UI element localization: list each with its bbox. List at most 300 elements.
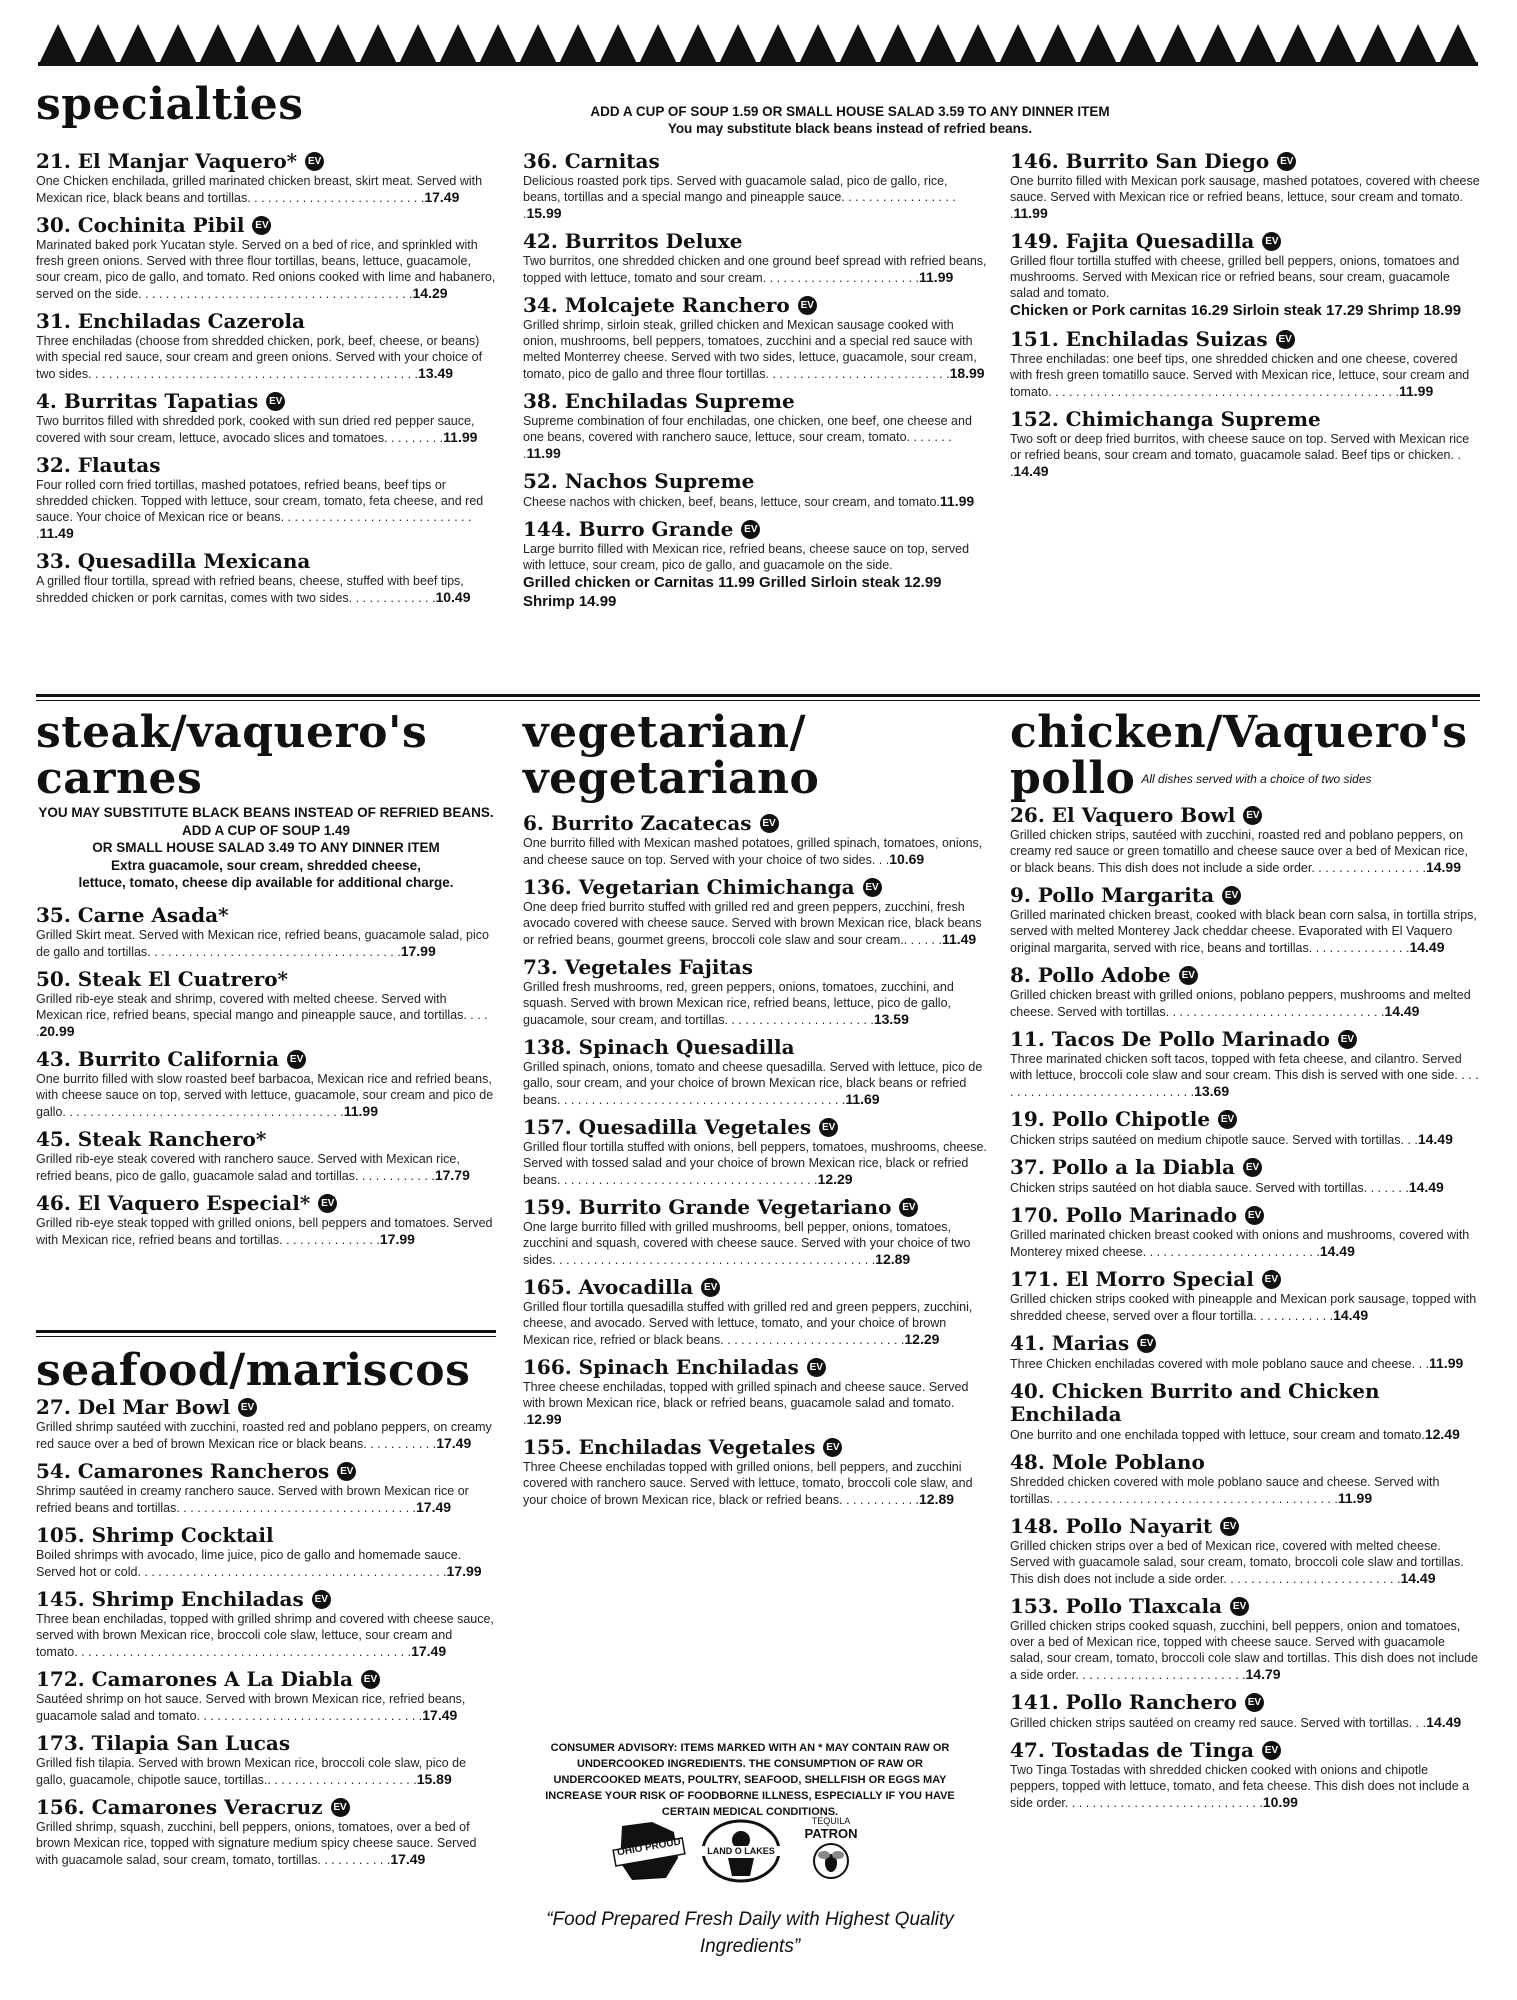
menu-item-price: 17.99	[446, 1563, 482, 1579]
menu-item	[36, 968, 496, 1040]
border-triangle	[78, 24, 118, 66]
banner-line-1: ADD A CUP OF SOUP 1.59 OR SMALL HOUSE SALAD 3.59 TO ANY DINNER ITEM	[590, 104, 1110, 119]
menu-item-title: 105. Shrimp Cocktail	[36, 1523, 274, 1547]
menu-item-title: 73. Vegetales Fajitas	[523, 955, 753, 979]
banner-line-2: You may substitute black beans instead of refried beans.	[667, 121, 1033, 136]
menu-item-price: 10.99	[1262, 1794, 1298, 1810]
menu-item-price: 15.99	[526, 205, 562, 221]
menu-item-name	[523, 876, 988, 899]
menu-item-price: 14.99	[1425, 859, 1461, 875]
border-triangle	[118, 24, 158, 66]
chicken-title-2: pollo	[1010, 753, 1136, 804]
border-triangle	[558, 24, 598, 66]
border-triangle	[1038, 24, 1078, 66]
menu-item-title: 165. Avocadilla	[523, 1275, 694, 1299]
menu-item-desc	[36, 1611, 496, 1660]
menu-item-price: 12.89	[875, 1251, 911, 1267]
specialties-title: specialties	[36, 79, 304, 130]
menu-item-description: Grilled rib-eye steak and shrimp, covered with melted cheese. Served with Mexican rice, refried beans, special mango and pineapple sauce, and tortillas. . . . .	[36, 991, 488, 1039]
ev-badge-icon: EV	[1245, 1693, 1264, 1712]
chicken-note: All dishes served with a choice of two sides	[1141, 772, 1372, 786]
menu-item-price: 11.99	[526, 445, 561, 461]
menu-item-name	[523, 470, 988, 493]
menu-item-description: Grilled spinach, onions, tomato and cheese quesadilla. Served with lettuce, pico de gallo, sour cream, and your choice of brown Mexican rice, black beans or refried beans. . . . . . . . . . . . . . . . . . . . . . . . . . . . . . . . . . . . . . . . . .	[523, 1060, 983, 1107]
menu-item-description: Grilled chicken strips cooked squash, zucchini, bell peppers, onion and tomatoes, over a bed of Mexican rice, topped with cheese sauce. Served with guacamole salad, sour cream, tomato, broccoli cole slaw and tortillas. This dish does not include a side order. . . . . . . . . . . . . . . . . . . . . . . . .	[1010, 1619, 1479, 1682]
menu-item-title: 172. Camarones A La Diabla	[36, 1667, 353, 1691]
steak-sub-5: lettuce, tomato, cheese dip available for additional charge.	[78, 875, 454, 890]
ev-badge-icon: EV	[252, 216, 271, 235]
menu-item-desc	[523, 1219, 988, 1268]
menu-item-title: 138. Spinach Quesadilla	[523, 1035, 795, 1059]
menu-item-description: Three enchiladas (choose from shredded chicken, pork, beef, cheese, or beans) with special red sauce, sour cream and green onions. Served with your choice of two sides. . . . . . . . . . . . . . . . . . . . . . . . . . . . . . . . . . . . . . . . . . . . . . . .	[36, 334, 483, 381]
menu-item-description: Three marinated chicken soft tacos, topped with feta cheese, and cilantro. Served with lettuce, broccoli cole slaw and sour cream. This dish is served with one side. . . . . . . . . . . . . . . . . . . . . . . . . . . . . . .	[1010, 1052, 1479, 1099]
menu-item-name	[1010, 804, 1480, 827]
menu-item-desc	[523, 493, 988, 510]
steak-sub-1: YOU MAY SUBSTITUTE BLACK BEANS INSTEAD OF REFRIED BEANS.	[38, 805, 494, 820]
triangle-border	[38, 22, 1478, 66]
land-o-lakes-text: LAND O LAKES	[700, 1846, 782, 1856]
menu-item	[523, 230, 988, 286]
menu-item-name	[36, 1048, 496, 1071]
ev-badge-icon: EV	[1220, 1517, 1239, 1536]
ev-badge-icon: EV	[331, 1798, 350, 1817]
menu-item-desc	[523, 979, 988, 1028]
menu-item-description: One burrito and one enchilada topped with lettuce, sour cream and tomato.	[1010, 1428, 1425, 1442]
menu-item-title: 155. Enchiladas Vegetales	[523, 1435, 816, 1459]
border-triangle	[278, 24, 318, 66]
ev-badge-icon: EV	[798, 296, 817, 315]
menu-item-desc	[36, 573, 496, 606]
menu-item-title: 48. Mole Poblano	[1010, 1450, 1205, 1474]
menu-item-title: 145. Shrimp Enchiladas	[36, 1587, 304, 1611]
menu-item	[1010, 150, 1480, 222]
specialties-col-1	[36, 150, 496, 614]
menu-item-name	[1010, 1204, 1480, 1227]
seafood-items	[36, 1396, 496, 1868]
menu-item	[1010, 884, 1480, 956]
menu-item-options: Grilled chicken or Carnitas 11.99 Grilled Sirloin steak 12.99 Shrimp 14.99	[523, 574, 942, 610]
menu-item-price: 11.69	[845, 1091, 880, 1107]
menu-item-title: 45. Steak Ranchero*	[36, 1126, 267, 1151]
ev-badge-icon: EV	[1179, 966, 1198, 985]
menu-item-description: Grilled Skirt meat. Served with Mexican rice, refried beans, guacamole salad, pico de gallo and tortillas. . . . . . . . . . . . . . . . . . . . . . . . . . . . . . . . . . . . .	[36, 927, 489, 959]
menu-item-desc	[1010, 351, 1480, 400]
menu-item-price: 15.89	[416, 1771, 452, 1787]
border-triangle	[838, 24, 878, 66]
menu-item-title: 157. Quesadilla Vegetales	[523, 1115, 812, 1139]
menu-item	[1010, 1595, 1480, 1683]
steak-title-2: carnes	[36, 753, 203, 804]
menu-item-description: One deep fried burrito stuffed with grilled red and green peppers, zucchini, fresh avocado covered with cheese sauce. Served with brown Mexican rice, black beans or refried beans, gourmet greens, broccoli cole slaw and sour cream.. . . . . .	[523, 900, 982, 947]
menu-item-title: 141. Pollo Ranchero	[1010, 1690, 1237, 1714]
vegetarian-title-2: vegetariano	[523, 753, 820, 804]
menu-item-description: Grilled rib-eye steak covered with ranchero sauce. Served with Mexican rice, refried beans, pico de gallo, guacamole salad and tortillas. . . . . . . . . . . .	[36, 1151, 460, 1183]
menu-item-name	[523, 518, 988, 541]
border-triangle	[238, 24, 278, 66]
menu-item-name	[1010, 1739, 1480, 1762]
menu-item-desc	[36, 1819, 496, 1868]
menu-item-name	[1010, 1515, 1480, 1538]
menu-item-price: 11.99	[919, 269, 954, 285]
menu-item-price: 14.29	[412, 285, 448, 301]
menu-item-title: 37. Pollo a la Diabla	[1010, 1155, 1235, 1179]
menu-item-price: 14.49	[1409, 939, 1445, 955]
menu-item-description: One large burrito filled with grilled mushrooms, bell pepper, onions, tomatoes, zucchini and squash, covered with cheese sauce. Served with your choice of two sides. . . . . . . . . . . . . . . . . . . . . . . . . . . . . . . . . . . . . . . . . . . . . . .	[523, 1220, 971, 1267]
menu-item-description: Chicken strips sautéed on medium chipotle sauce. Served with tortillas. . .	[1010, 1133, 1418, 1147]
menu-item-name	[1010, 408, 1480, 431]
menu-item-title: 36. Carnitas	[523, 149, 660, 173]
border-triangle	[1238, 24, 1278, 66]
menu-item-name	[1010, 1595, 1480, 1618]
ev-badge-icon: EV	[1243, 1158, 1262, 1177]
menu-item-description: Marinated baked pork Yucatan style. Served on a bed of rice, and sprinkled with fresh green onions. Served with three flour tortillas, beans, lettuce, guacamole, sour cream, pico de gallo, and tomato. Red onions cooked with lime and habanero, served on the side. . . . . . . . . . . . . . . . . . . . . . . . . . . . . . . . . . . . . . . .	[36, 238, 496, 301]
menu-item-name	[1010, 964, 1480, 987]
menu-item-title: 31. Enchiladas Cazerola	[36, 309, 305, 333]
chicken-section	[1010, 707, 1480, 1819]
ev-badge-icon: EV	[1243, 806, 1262, 825]
ev-badge-icon: EV	[305, 152, 324, 171]
menu-item-price: 17.49	[422, 1707, 458, 1723]
border-triangle	[158, 24, 198, 66]
menu-item-description: Three Chicken enchiladas covered with mole poblano sauce and cheese. . .	[1010, 1357, 1430, 1371]
menu-item-desc	[1010, 1426, 1480, 1443]
menu-item	[523, 150, 988, 222]
menu-item-name	[36, 968, 496, 991]
menu-item	[1010, 230, 1480, 320]
menu-item-name	[523, 294, 988, 317]
menu-item	[36, 214, 496, 302]
menu-item-desc	[1010, 1051, 1480, 1100]
menu-item-price: 13.69	[1194, 1083, 1230, 1099]
menu-item-price: 14.49	[1400, 1570, 1436, 1586]
menu-item-name	[523, 1116, 988, 1139]
menu-item-title: 8. Pollo Adobe	[1010, 963, 1171, 987]
specialties-col-3	[1010, 150, 1480, 488]
menu-item	[523, 1276, 988, 1348]
menu-item-price: 11.99	[343, 1102, 378, 1119]
ev-badge-icon: EV	[741, 520, 760, 539]
border-triangle	[38, 24, 78, 66]
border-triangle	[1398, 24, 1438, 66]
ev-badge-icon: EV	[1276, 330, 1295, 349]
menu-item-name	[1010, 1268, 1480, 1291]
steak-items	[36, 904, 496, 1248]
specialties-title-wrap	[36, 79, 506, 130]
menu-item-title: 43. Burrito California	[36, 1046, 280, 1071]
menu-item	[523, 390, 988, 462]
border-triangle	[1158, 24, 1198, 66]
menu-item-desc	[36, 173, 496, 206]
menu-item-description: One burrito filled with Mexican pork sausage, mashed potatoes, covered with cheese sauce. Served with Mexican rice or refried beans, lettuce, sour cream and tomato. .	[1010, 174, 1480, 221]
menu-item-description: Shrimp sautéed in creamy ranchero sauce. Served with brown Mexican rice or refried beans and tortillas. . . . . . . . . . . . . . . . . . . . . . . . . . . . . . . . . . .	[36, 1484, 469, 1515]
chicken-title-1: chicken/Vaquero's	[1010, 707, 1468, 758]
ev-badge-icon: EV	[1262, 232, 1281, 251]
menu-item-title: 159. Burrito Grande Vegetariano	[523, 1195, 892, 1219]
steak-sub-4: Extra guacamole, sour cream, shredded cheese,	[111, 857, 421, 873]
border-triangle	[1318, 24, 1358, 66]
seafood-section	[36, 1345, 496, 1876]
steak-title-1: steak/vaquero's	[36, 707, 428, 758]
menu-item-desc	[523, 413, 988, 462]
menu-item-price: 17.49	[424, 189, 460, 205]
border-triangle	[998, 24, 1038, 66]
menu-item	[1010, 1515, 1480, 1587]
menu-item-price: 17.99	[400, 942, 436, 959]
menu-item-name	[1010, 328, 1480, 351]
menu-item	[523, 1036, 988, 1108]
border-triangle	[518, 24, 558, 66]
menu-item-name	[36, 1460, 496, 1483]
ohio-proud-logo	[612, 1818, 686, 1884]
chicken-items	[1010, 804, 1480, 1811]
ev-badge-icon: EV	[1262, 1741, 1281, 1760]
menu-item	[36, 150, 496, 206]
border-triangle	[678, 24, 718, 66]
menu-item-name	[1010, 1691, 1480, 1714]
menu-item	[1010, 408, 1480, 480]
menu-item-title: 40. Chicken Burrito and Chicken Enchilada	[1010, 1379, 1380, 1426]
menu-item-title: 9. Pollo Margarita	[1010, 883, 1215, 907]
menu-item-description: Three cheese enchiladas, topped with grilled spinach and cheese sauce. Served with brown Mexican rice, black or refried beans, guacamole salad and tomato. .	[523, 1380, 969, 1427]
menu-item	[36, 904, 496, 960]
divider-rule	[36, 694, 1480, 697]
menu-item-title: 148. Pollo Nayarit	[1010, 1514, 1213, 1538]
menu-item-title: 27. Del Mar Bowl	[36, 1395, 231, 1419]
menu-item-description: One burrito filled with Mexican mashed potatoes, grilled spinach, tomatoes, onions, and cheese sauce on top. Served with your choice of two sides. . .	[523, 836, 983, 867]
menu-item-title: 41. Marias	[1010, 1331, 1130, 1355]
menu-item-description: Three enchiladas: one beef tips, one shredded chicken and one cheese, covered with fresh green tomatillo sauce. Served with Mexican rice, lettuce, sour cream and tomato. . . . . . . . . . . . . . . . . . . . . . . . . . . . . . . . . . . . . . . . . . . . . . . . . . .	[1010, 352, 1470, 399]
ev-badge-icon: EV	[819, 1118, 838, 1137]
menu-item	[523, 876, 988, 948]
menu-item	[1010, 1739, 1480, 1811]
ev-badge-icon: EV	[1230, 1597, 1249, 1616]
menu-item-name	[523, 1276, 988, 1299]
menu-item-name	[523, 812, 988, 835]
menu-item-title: 151. Enchiladas Suizas	[1010, 327, 1268, 351]
menu-item-description: Grilled marinated chicken breast, cooked with black bean corn salsa, in tortilla strips, served with melted Monterey Jack cheddar cheese. Evaporated with El Vaquero original margarita, served with rice, beans and tortillas. . . . . . . . . . . . . . .	[1010, 908, 1477, 955]
menu-item-title: 170. Pollo Marinado	[1010, 1203, 1238, 1227]
menu-item-name	[36, 1524, 496, 1547]
menu-item-description: Chicken strips sautéed on hot diabla sauce. Served with tortillas. . . . . . .	[1010, 1181, 1409, 1195]
menu-item-desc	[1010, 1179, 1480, 1196]
menu-item-name	[1010, 1332, 1480, 1355]
menu-item-title: 21. El Manjar Vaquero*	[36, 149, 298, 173]
menu-item-price: 11.99	[1398, 383, 1434, 399]
menu-item	[36, 1192, 496, 1248]
border-triangle	[358, 24, 398, 66]
menu-item	[1010, 1108, 1480, 1148]
menu-item-description: Grilled chicken strips cooked with pineapple and Mexican pork sausage, topped with shredded cheese, served over a flour tortilla. . . . . . . . . . . .	[1010, 1292, 1477, 1323]
menu-item-desc	[1010, 1474, 1480, 1507]
menu-item-price: 14.49	[1417, 1131, 1453, 1147]
menu-item-desc	[523, 1459, 988, 1508]
menu-item	[523, 1356, 988, 1428]
menu-item-price: 18.99	[949, 365, 985, 381]
menu-item-description: Sautéed shrimp on hot sauce. Served with brown Mexican rice, refried beans, guacamole salad and tomato. . . . . . . . . . . . . . . . . . . . . . . . . . . . . . . . .	[36, 1692, 466, 1723]
menu-item-description: Cheese nachos with chicken, beef, beans, lettuce, sour cream, and tomato.	[523, 495, 940, 509]
border-triangle	[1118, 24, 1158, 66]
menu-item-options: Chicken or Pork carnitas 16.29 Sirloin steak 17.29 Shrimp 18.99	[1010, 302, 1462, 319]
menu-item-price: 13.49	[418, 365, 454, 381]
menu-item-name	[36, 214, 496, 237]
ev-badge-icon: EV	[361, 1670, 380, 1689]
menu-item-desc	[36, 1755, 496, 1788]
menu-item-title: 149. Fajita Quesadilla	[1010, 229, 1255, 253]
menu-item-description: Grilled flour tortilla stuffed with cheese, grilled bell peppers, onions, tomatoes and mushrooms. Served with Mexican rice or refried beans, sour cream, guacamole salad and tomato.	[1010, 254, 1460, 300]
menu-item-price: 14.49	[1384, 1003, 1420, 1019]
menu-item	[36, 1524, 496, 1580]
steak-section	[36, 707, 496, 1256]
ev-badge-icon: EV	[1218, 1110, 1237, 1129]
menu-item-description: Grilled shrimp sautéed with zucchini, roasted red and poblano peppers, on creamy red sauce over a bed of brown Mexican rice or black beans. . . . . . . . . . .	[36, 1420, 492, 1451]
menu-item-name	[523, 1196, 988, 1219]
menu-item	[36, 1668, 496, 1724]
menu-item-price: 14.49	[1408, 1179, 1444, 1195]
menu-item-title: 50. Steak El Cuatrero*	[36, 966, 289, 991]
menu-item	[1010, 1380, 1480, 1443]
menu-item-price: 17.79	[434, 1166, 470, 1183]
menu-item-name	[1010, 1108, 1480, 1131]
patron-logo	[800, 1812, 862, 1884]
menu-item	[36, 1732, 496, 1788]
menu-item-description: Large burrito filled with Mexican rice, refried beans, cheese sauce on top, served with lettuce, sour cream, pico de gallo, and guacamole on the side.	[523, 542, 970, 572]
steak-subhead	[36, 804, 496, 892]
menu-item-price: 12.29	[904, 1331, 940, 1347]
menu-item-title: 34. Molcajete Ranchero	[523, 293, 790, 317]
menu-item-description: Grilled chicken strips sautéed on creamy red sauce. Served with tortillas. . .	[1010, 1716, 1427, 1730]
ev-badge-icon: EV	[337, 1462, 356, 1481]
seafood-rule	[36, 1330, 496, 1333]
menu-item-name	[1010, 884, 1480, 907]
ev-badge-icon: EV	[823, 1438, 842, 1457]
menu-item-desc	[36, 237, 496, 302]
menu-item-name	[1010, 1380, 1480, 1426]
ev-badge-icon: EV	[1137, 1334, 1156, 1353]
ev-badge-icon: EV	[1245, 1206, 1264, 1225]
menu-item-price: 14.49	[1013, 463, 1049, 479]
ev-badge-icon: EV	[312, 1590, 331, 1609]
menu-item-price: 14.49	[1333, 1307, 1369, 1323]
menu-item-desc	[1010, 1131, 1480, 1148]
menu-item-title: 153. Pollo Tlaxcala	[1010, 1594, 1223, 1618]
menu-item-desc	[36, 333, 496, 382]
menu-item-desc	[1010, 1538, 1480, 1587]
menu-item-name	[523, 150, 988, 173]
menu-item-title: 146. Burrito San Diego	[1010, 149, 1270, 173]
menu-item-description: Two burritos, one shredded chicken and one ground beef spread with refried beans, topped with lettuce, tomato and sour cream. . . . . . . . . . . . . . . . . . . . . . .	[523, 254, 987, 285]
border-triangle	[758, 24, 798, 66]
menu-item-price: 20.99	[39, 1022, 75, 1039]
menu-item-desc	[523, 253, 988, 286]
menu-item-description: Grilled shrimp, squash, zucchini, bell peppers, onions, tomatoes, over a bed of brown Mexican rice, topped with signature medium spicy cheese sauce. Served with guacamole salad, sour cream, tomato, tortillas. . . . . . . . . . .	[36, 1820, 477, 1867]
menu-item	[1010, 1451, 1480, 1507]
ev-badge-icon: EV	[287, 1050, 306, 1069]
border-triangle	[918, 24, 958, 66]
menu-item	[523, 294, 988, 382]
menu-item	[1010, 1156, 1480, 1196]
menu-item-price: 10.69	[889, 851, 925, 867]
menu-item-desc	[523, 1379, 988, 1428]
menu-item-title: 26. El Vaquero Bowl	[1010, 803, 1236, 827]
menu-item-price: 11.99	[1429, 1355, 1464, 1371]
menu-item-description: Supreme combination of four enchiladas, one chicken, one beef, one cheese and one beans, covered with ranchero sauce, lettuce, sour cream, tomato. . . . . . . .	[523, 414, 972, 461]
menu-item-name	[36, 550, 496, 573]
specialties-col-2	[523, 150, 988, 619]
menu-item-price: 11.99	[939, 493, 975, 509]
menu-item-title: 19. Pollo Chipotle	[1010, 1107, 1211, 1131]
menu-item-description: Two Tinga Tostadas with shredded chicken cooked with onions and chipotle peppers, topped with lettuce, tomato, and feta cheese. This dish does not include a side order. . . . . . . . . . . . . . . . . . . . . . . . . . . . .	[1010, 1763, 1470, 1810]
vegetarian-section	[523, 707, 988, 1516]
menu-item-desc	[36, 413, 496, 446]
border-triangle	[638, 24, 678, 66]
menu-item-name	[36, 1588, 496, 1611]
border-triangle	[1198, 24, 1238, 66]
menu-item-description: Delicious roasted pork tips. Served with guacamole salad, pico de gallo, rice, beans, tortillas and a special mango and pineapple sauce. . . . . . . . . . . . . . . . . .	[523, 174, 956, 221]
menu-item-name	[1010, 1451, 1480, 1474]
border-triangle	[798, 24, 838, 66]
ev-badge-icon: EV	[318, 1194, 337, 1213]
ev-badge-icon: EV	[1262, 1270, 1281, 1289]
menu-item-name	[1010, 150, 1480, 173]
menu-item-title: 4. Burritas Tapatias	[36, 389, 259, 413]
menu-item-description: Boiled shrimps with avocado, lime juice, pico de gallo and homemade sauce. Served hot or cold. . . . . . . . . . . . . . . . . . . . . . . . . . . . . . . . . . . . . . . . . . . . .	[36, 1548, 462, 1579]
menu-item-desc	[36, 1071, 496, 1120]
menu-item-title: 35. Carne Asada*	[36, 902, 229, 927]
menu-item-desc	[1010, 1762, 1480, 1811]
border-triangle	[318, 24, 358, 66]
menu-item-desc	[1010, 907, 1480, 956]
menu-item	[1010, 964, 1480, 1020]
tagline: “Food Prepared Fresh Daily with Highest Quality Ingredients”	[546, 1909, 954, 1957]
menu-item-description: Grilled chicken strips over a bed of Mexican rice, covered with melted cheese. Served with guacamole salad, sour cream, tomato, broccoli cole slaw and tortillas. This dish does not include a side order. . . . . . . . . . . . . . . . . . . . . . . . . .	[1010, 1539, 1464, 1586]
menu-item-desc	[1010, 1618, 1480, 1683]
menu-item-title: 144. Burro Grande	[523, 517, 734, 541]
menu-item-title: 136. Vegetarian Chimichanga	[523, 875, 855, 899]
menu-item-desc	[1010, 431, 1480, 480]
menu-item-price: 14.79	[1245, 1666, 1281, 1682]
patron-text: PATRON	[804, 1825, 858, 1841]
menu-item-name	[523, 956, 988, 979]
steak-sub-2: ADD A CUP OF SOUP 1.49	[181, 822, 351, 838]
chicken-title-2-wrap	[1010, 753, 1480, 804]
menu-item-desc	[523, 541, 988, 573]
vegetarian-items	[523, 812, 988, 1508]
ev-badge-icon: EV	[238, 1398, 257, 1417]
border-triangle	[438, 24, 478, 66]
menu-item-name	[36, 454, 496, 477]
menu-item-name	[36, 1128, 496, 1151]
menu-item-desc	[523, 173, 988, 222]
menu-item-title: 11. Tacos De Pollo Marinado	[1010, 1027, 1330, 1051]
menu-item-description: Grilled chicken strips, sautéed with zucchini, roasted red and poblano peppers, on creamy red sauce or green tomatillo and cheese sauce over a bed of Mexican rice, or black beans. This dish does not include a side order. . . . . . . . . . . . . . . . .	[1010, 828, 1468, 875]
menu-item-price: 14.49	[1426, 1714, 1462, 1730]
border-triangle	[598, 24, 638, 66]
menu-item	[1010, 1332, 1480, 1372]
menu-item-price: 14.49	[1319, 1243, 1355, 1259]
menu-item-name	[523, 1356, 988, 1379]
menu-item-desc	[523, 1139, 988, 1188]
menu-item	[36, 1796, 496, 1868]
menu-item	[36, 1048, 496, 1120]
menu-item-desc	[36, 991, 496, 1040]
menu-item	[36, 1128, 496, 1184]
menu-item-name	[36, 904, 496, 927]
menu-item-name	[1010, 1156, 1480, 1179]
menu-item-desc	[1010, 1714, 1480, 1731]
land-o-lakes-logo	[700, 1818, 782, 1884]
menu-item-price: 12.99	[526, 1411, 562, 1427]
menu-item-description: A grilled flour tortilla, spread with refried beans, cheese, stuffed with beef tips, shredded chicken or pork carnitas, comes with two sides. . . . . . . . . . . . .	[36, 574, 464, 605]
